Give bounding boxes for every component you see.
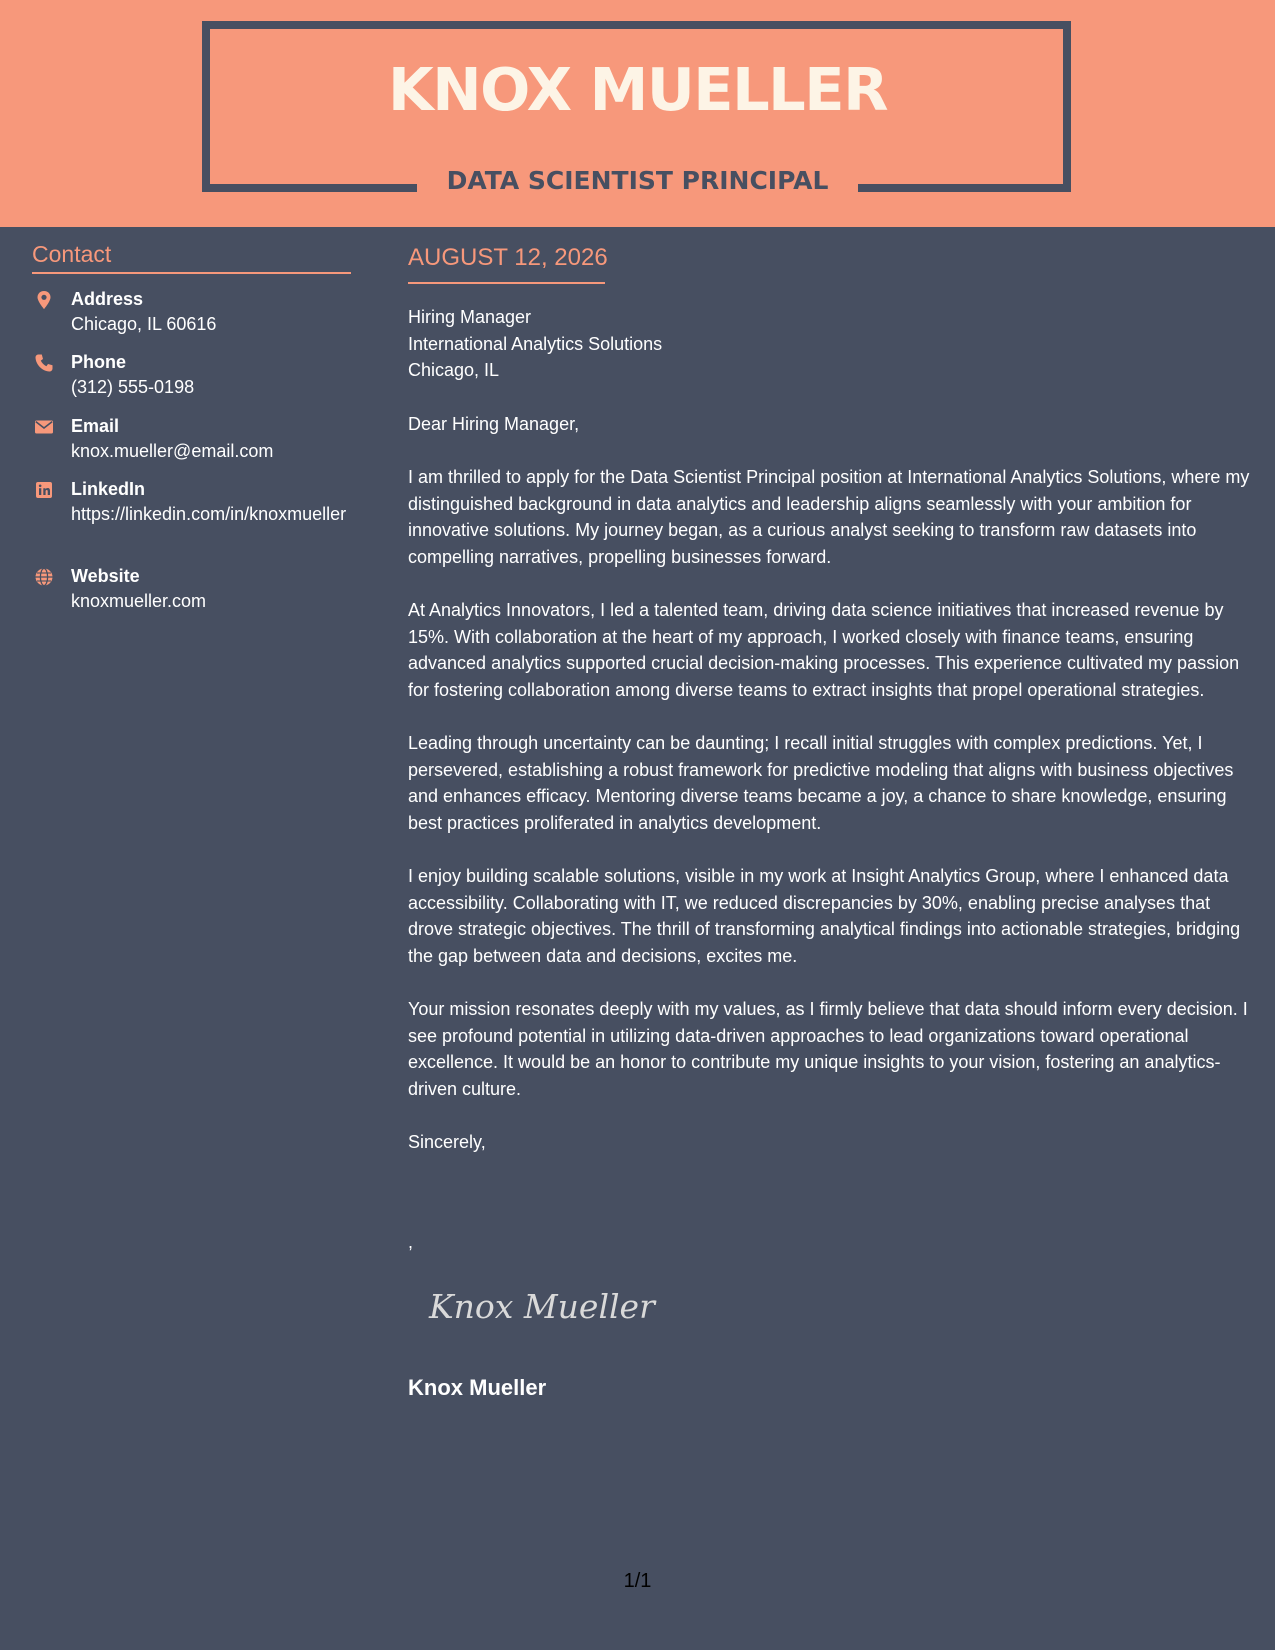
letter-paragraph: At Analytics Innovators, I led a talented team, driving data science initiatives that increased revenue by 15%. With collaboration at the heart of my approach, I worked closely with finance teams, ensuring advanced analytics supported crucial decision-making processes. This experience cultivated my passion for fostering collaboration among diverse teams to extract insights that propel operational strategies. [408,600,1240,700]
recipient-line: Chicago, IL [408,360,500,380]
contact-heading: Contact [32,241,112,267]
signature [425,1278,665,1338]
recipient-line: International Analytics Solutions [408,333,663,354]
date-underline [408,282,605,284]
job-title: DATA SCIENTIST PRINCIPAL [446,166,829,195]
letter-paragraph: I am thrilled to apply for the Data Scientist Principal position at International Analytics Solutions, where my distinguished background in data analytics and leadership aligns seamlessly with your ambition for innovative solutions. My journey began, as a curious analyst seeking to transform raw datasets into compelling narratives, propelling businesses forward. [408,467,1250,567]
contact-label: Address [71,289,144,309]
map-pin-icon [34,290,54,310]
closing-comma: , [408,1232,414,1252]
recipient-line: Hiring Manager [408,307,532,327]
linkedin-icon [34,480,54,500]
salutation: Dear Hiring Manager, [408,413,580,434]
contact-value: knox.mueller@email.com [71,441,274,461]
letter-paragraph: Leading through uncertainty can be daunting; I recall initial struggles with complex predictions. Yet, I persevered, establishing a robust framework for predictive modeling that aligns with business objectives and enhances efficacy. Mentoring diverse teams became a joy, a chance to share knowledge, ensuring best practices proliferated in analytics development. [408,733,1234,833]
contact-value: Chicago, IL 60616 [71,314,217,334]
applicant-name: KNOX MUELLER [387,55,888,124]
contact-label: Email [71,416,120,436]
letter-paragraph: Your mission resonates deeply with my values, as I firmly believe that data should inform every decision. I see profound potential in utilizing data-driven approaches to lead organizations toward operational excellence. It would be an honor to contribute my unique insights to your vision, fostering an analytics-driven culture. [408,999,1248,1099]
page-number: 1/1 [623,1570,652,1592]
contact-divider [32,272,351,274]
closing: Sincerely, [408,1132,486,1152]
contact-label: LinkedIn [71,479,146,499]
contact-label: Phone [71,352,127,372]
contact-value: https://linkedin.com/in/knoxmueller [71,504,347,524]
letter-paragraph: I enjoy building scalable solutions, visible in my work at Insight Analytics Group, where I enhanced data accessibility. Collaborating with IT, we reduced discrepancies by 30%, enabling precise analyses that drove strategic objectives. The thrill of transforming analytical findings into actionable strategies, bridging the gap between data and decisions, excites me. [408,866,1241,966]
recipient-block [408,304,1253,384]
phone-icon [34,353,54,373]
signature-text: Knox Mueller [429,1287,655,1326]
globe-icon [34,567,54,587]
contact-label: Website [71,566,140,586]
contact-value: (312) 555-0198 [71,377,195,397]
letter-date: AUGUST 12, 2026 [408,244,608,271]
letter-body [408,304,1253,1156]
mail-icon [34,417,54,437]
contact-value: knoxmueller.com [71,591,207,611]
signer-name: Knox Mueller [408,1375,547,1400]
